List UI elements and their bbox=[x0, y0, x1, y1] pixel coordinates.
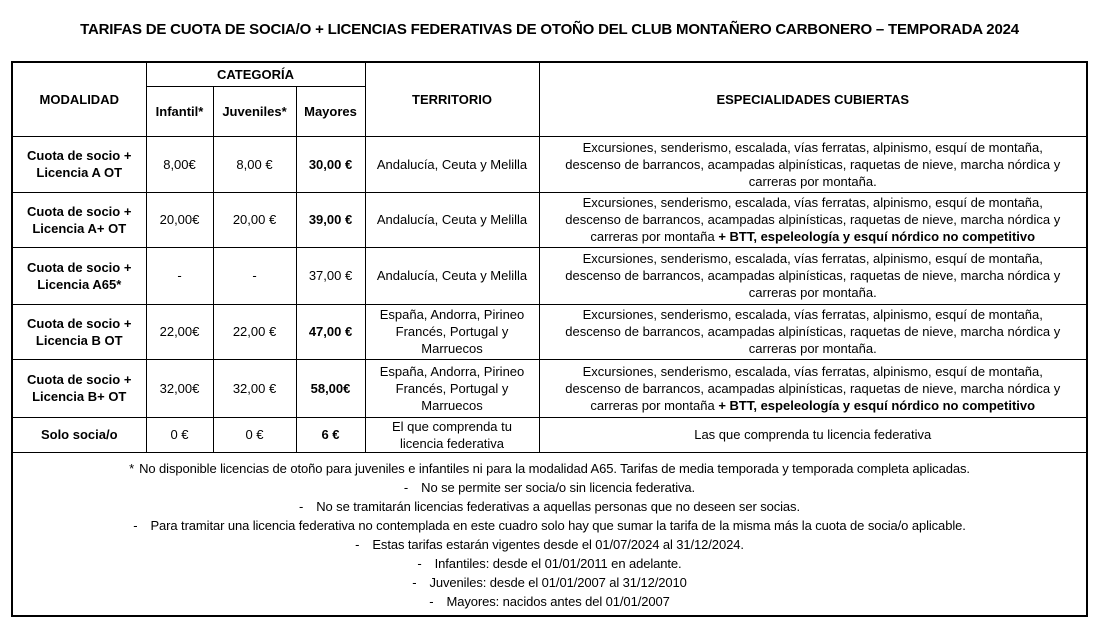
table-row bbox=[12, 417, 1087, 452]
col-header-infantil: Infantil* bbox=[146, 86, 213, 136]
mayores-price-cell: 37,00 € bbox=[296, 247, 365, 304]
juveniles-price-cell: 22,00 € bbox=[213, 304, 296, 359]
mayores-price-cell: 47,00 € bbox=[296, 304, 365, 359]
footnote-text: No se permite ser socia/o sin licencia federativa. bbox=[421, 479, 696, 495]
footnote-marker: - bbox=[355, 536, 360, 552]
footnote-text: Juveniles: desde el 01/01/2007 al 31/12/2010 bbox=[429, 574, 687, 590]
table-row bbox=[12, 136, 1087, 192]
especialidades-bold-text: + BTT, espeleología y esquí nórdico no competitivo bbox=[714, 397, 1036, 413]
footnote-line bbox=[21, 497, 1078, 516]
footnote-line bbox=[21, 554, 1078, 573]
especialidades-text: Excursiones, senderismo, escalada, vías ferratas, alpinismo, esquí de montaña, descenso de barrancos, acampadas alpinísticas, raquetas de nieve, marcha nórdica y carreras por montaña. bbox=[565, 251, 1061, 300]
table-row bbox=[12, 304, 1087, 359]
juveniles-price-cell: 8,00 € bbox=[213, 136, 296, 192]
table-row bbox=[12, 247, 1087, 304]
territorio-cell: España, Andorra, Pirineo Francés, Portugal y Marruecos bbox=[365, 359, 539, 417]
especialidades-cell bbox=[539, 417, 1087, 452]
col-header-juveniles: Juveniles* bbox=[213, 86, 296, 136]
col-header-especialidades: ESPECIALIDADES CUBIERTAS bbox=[539, 62, 1087, 136]
especialidades-cell bbox=[539, 359, 1087, 417]
mayores-price-cell: 58,00€ bbox=[296, 359, 365, 417]
col-header-mayores: Mayores bbox=[296, 86, 365, 136]
mayores-price-cell: 39,00 € bbox=[296, 192, 365, 247]
footnote-text: Para tramitar una licencia federativa no contemplada en este cuadro solo hay que sumar la tarifa de la misma más la cuota de socia/o aplicable. bbox=[150, 517, 966, 533]
footnote-marker: - bbox=[412, 574, 417, 590]
infantil-price-cell: 8,00€ bbox=[146, 136, 213, 192]
territorio-cell: España, Andorra, Pirineo Francés, Portugal y Marruecos bbox=[365, 304, 539, 359]
juveniles-price-cell: 32,00 € bbox=[213, 359, 296, 417]
footnote-line bbox=[21, 478, 1078, 497]
tariff-table bbox=[11, 61, 1088, 617]
footnote-line bbox=[21, 516, 1078, 535]
footnote-line bbox=[21, 535, 1078, 554]
modalidad-cell: Cuota de socio + Licencia A OT bbox=[12, 136, 146, 192]
especialidades-cell bbox=[539, 192, 1087, 247]
footnote-line bbox=[21, 573, 1078, 592]
footnote-text: Infantiles: desde el 01/01/2011 en adelante. bbox=[434, 555, 682, 571]
footnote-marker: - bbox=[429, 593, 434, 609]
table-row bbox=[12, 192, 1087, 247]
modalidad-cell: Cuota de socio + Licencia A+ OT bbox=[12, 192, 146, 247]
page-title: TARIFAS DE CUOTA DE SOCIA/O + LICENCIAS FEDERATIVAS DE OTOÑO DEL CLUB MONTAÑERO CARBONERO – TEMPORADA 2024 bbox=[80, 21, 1019, 38]
mayores-price-cell: 6 € bbox=[296, 417, 365, 452]
especialidades-cell bbox=[539, 247, 1087, 304]
territorio-cell: Andalucía, Ceuta y Melilla bbox=[365, 136, 539, 192]
modalidad-cell: Cuota de socio + Licencia B OT bbox=[12, 304, 146, 359]
especialidades-bold-text: + BTT, espeleología y esquí nórdico no competitivo bbox=[714, 229, 1036, 244]
infantil-price-cell: 0 € bbox=[146, 417, 213, 452]
territorio-cell: Andalucía, Ceuta y Melilla bbox=[365, 247, 539, 304]
footnotes-cell bbox=[12, 452, 1087, 616]
modalidad-cell: Solo socia/o bbox=[12, 417, 146, 452]
especialidades-text: Las que comprenda tu licencia federativa bbox=[694, 427, 932, 442]
especialidades-cell bbox=[539, 304, 1087, 359]
territorio-cell: El que comprenda tu licencia federativa bbox=[365, 417, 539, 452]
footnote-text: Estas tarifas estarán vigentes desde el 01/07/2024 al 31/12/2024. bbox=[372, 536, 744, 552]
territorio-cell: Andalucía, Ceuta y Melilla bbox=[365, 192, 539, 247]
col-header-modalidad: MODALIDAD bbox=[12, 62, 146, 136]
infantil-price-cell: 20,00€ bbox=[146, 192, 213, 247]
col-header-territorio: TERRITORIO bbox=[365, 62, 539, 136]
footnote-text: No se tramitarán licencias federativas a aquellas personas que no deseen ser socias. bbox=[316, 498, 800, 514]
footnote-line bbox=[21, 459, 1078, 478]
modalidad-cell: Cuota de socio + Licencia A65* bbox=[12, 247, 146, 304]
col-header-categoria: CATEGORÍA bbox=[146, 62, 365, 86]
mayores-price-cell: 30,00 € bbox=[296, 136, 365, 192]
modalidad-cell: Cuota de socio + Licencia B+ OT bbox=[12, 359, 146, 417]
especialidades-text: Excursiones, senderismo, escalada, vías ferratas, alpinismo, esquí de montaña, descenso de barrancos, acampadas alpinísticas, raquetas de nieve, marcha nórdica y carreras por montaña. bbox=[565, 139, 1061, 189]
table-row bbox=[12, 359, 1087, 417]
infantil-price-cell: 32,00€ bbox=[146, 359, 213, 417]
especialidades-text: Excursiones, senderismo, escalada, vías ferratas, alpinismo, esquí de montaña, descenso de barrancos, acampadas alpinísticas, raquetas de nieve, marcha nórdica y carreras por montaña. bbox=[565, 307, 1061, 356]
footnote-marker: * bbox=[129, 460, 135, 476]
juveniles-price-cell: - bbox=[213, 247, 296, 304]
footnote-text: No disponible licencias de otoño para juveniles e infantiles ni para la modalidad A65. Tarifas de media temporada y temporada completa aplicadas. bbox=[139, 460, 970, 476]
footnote-marker: - bbox=[133, 517, 138, 533]
juveniles-price-cell: 0 € bbox=[213, 417, 296, 452]
especialidades-cell bbox=[539, 136, 1087, 192]
especialidades-text: Excursiones, senderismo, escalada, vías ferratas, alpinismo, esquí de montaña, descenso de barrancos, acampadas alpinísticas, raquetas de nieve, marcha nórdica y carreras por montaña bbox=[565, 195, 1061, 244]
juveniles-price-cell: 20,00 € bbox=[213, 192, 296, 247]
infantil-price-cell: 22,00€ bbox=[146, 304, 213, 359]
footnote-text: Mayores: nacidos antes del 01/01/2007 bbox=[446, 593, 670, 609]
footnote-marker: - bbox=[417, 555, 422, 571]
footnote-line bbox=[21, 592, 1078, 611]
footnote-marker: - bbox=[299, 498, 304, 514]
especialidades-text: Excursiones, senderismo, escalada, vías ferratas, alpinismo, esquí de montaña, descenso de barrancos, acampadas alpinísticas, raquetas de nieve, marcha nórdica y carreras por montaña bbox=[565, 363, 1061, 413]
infantil-price-cell: - bbox=[146, 247, 213, 304]
footnote-marker: - bbox=[403, 479, 409, 495]
